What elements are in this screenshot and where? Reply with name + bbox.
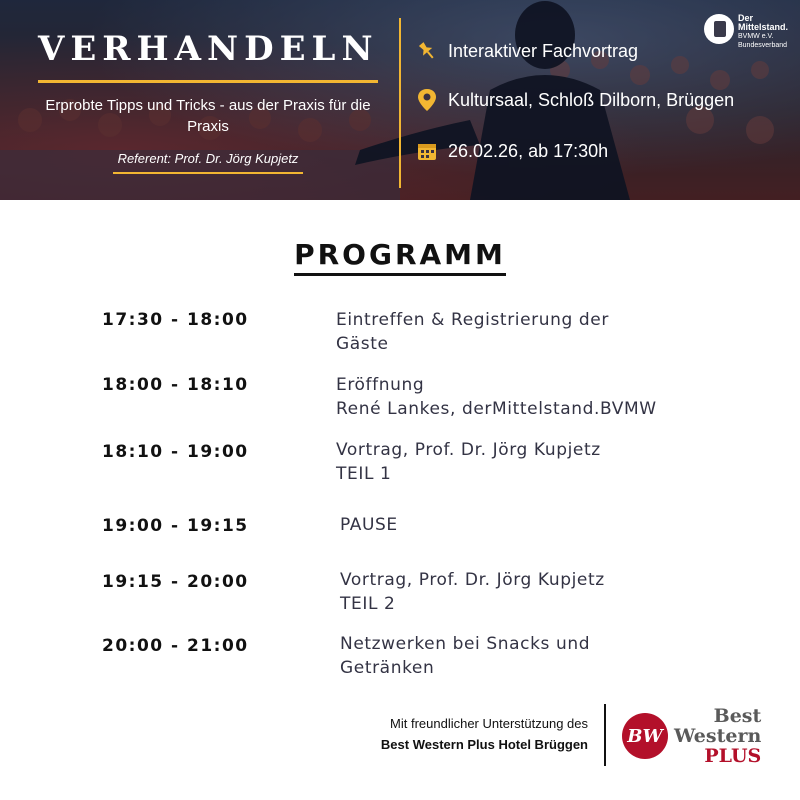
logo-line-1: Der <box>738 13 754 23</box>
logo-line-3: BVMW e.V. <box>738 33 774 40</box>
sponsor-note <box>381 716 588 752</box>
info-date-text: 26.02.26, ab 17:30h <box>448 140 609 161</box>
speaker-underline <box>113 172 303 174</box>
info-location-text: Kultursaal, Schloß Dilborn, Brüggen <box>448 89 735 110</box>
pushpin-icon <box>416 40 438 62</box>
program-desc-line2: TEIL 1 <box>336 464 392 484</box>
program-time: 18:10 - 19:00 <box>102 442 249 462</box>
event-subtitle: Erprobte Tipps und Tricks - aus der Praxis für die Praxis <box>45 97 371 135</box>
logo-line-2: Mittelstand. <box>738 22 789 32</box>
program-time: 19:15 - 20:00 <box>102 572 249 592</box>
program-time: 19:00 - 19:15 <box>102 516 249 536</box>
program-desc-line1: Eröffnung <box>336 375 425 395</box>
speaker-line: Referent: Prof. Dr. Jörg Kupjetz <box>117 151 299 166</box>
sponsor-line: Mit freundlicher Unterstützung des <box>390 716 588 731</box>
program-time: 20:00 - 21:00 <box>102 636 249 656</box>
program-desc-line1: Eintreffen & Registrierung der <box>336 310 609 330</box>
best-western-logo <box>622 706 761 766</box>
bw-badge: BW <box>622 713 668 759</box>
event-title: VERHANDELN <box>38 29 379 69</box>
info-format-text: Interaktiver Fachvortrag <box>448 40 639 61</box>
brand-word-western: Western <box>674 725 762 747</box>
hero-banner <box>0 0 800 200</box>
mittelstand-logo-mark <box>704 14 734 44</box>
program-desc-line1: Netzwerken bei Snacks und <box>340 634 591 654</box>
program-desc-line1: Vortrag, Prof. Dr. Jörg Kupjetz <box>336 440 601 460</box>
program-title: PROGRAMM <box>0 238 800 271</box>
info-location <box>416 88 734 112</box>
location-pin-icon <box>416 88 438 112</box>
sponsor-hotel: Best Western Plus Hotel Brüggen <box>380 737 588 752</box>
mittelstand-logo <box>704 14 788 50</box>
program-desc-line2: René Lankes, derMittelstand.BVMW <box>336 399 657 419</box>
logo-line-4: Bundesverband <box>738 42 788 49</box>
brand-word-plus: PLUS <box>704 745 762 767</box>
program-desc-line2: Getränken <box>340 658 435 678</box>
calendar-icon <box>416 140 438 162</box>
program-desc-line2: Gäste <box>336 334 389 354</box>
footer-divider <box>604 704 606 766</box>
brand-word-best: Best <box>713 705 762 727</box>
program-desc-line2: TEIL 2 <box>340 594 396 614</box>
program-desc-line1: PAUSE <box>340 515 398 535</box>
header-divider <box>399 18 401 188</box>
program-time: 18:00 - 18:10 <box>102 375 249 395</box>
info-format <box>416 40 638 62</box>
program-time: 17:30 - 18:00 <box>102 310 249 330</box>
title-underline <box>38 80 378 83</box>
program-desc-line1: Vortrag, Prof. Dr. Jörg Kupjetz <box>340 570 605 590</box>
info-date <box>416 140 608 162</box>
event-header <box>38 28 378 174</box>
